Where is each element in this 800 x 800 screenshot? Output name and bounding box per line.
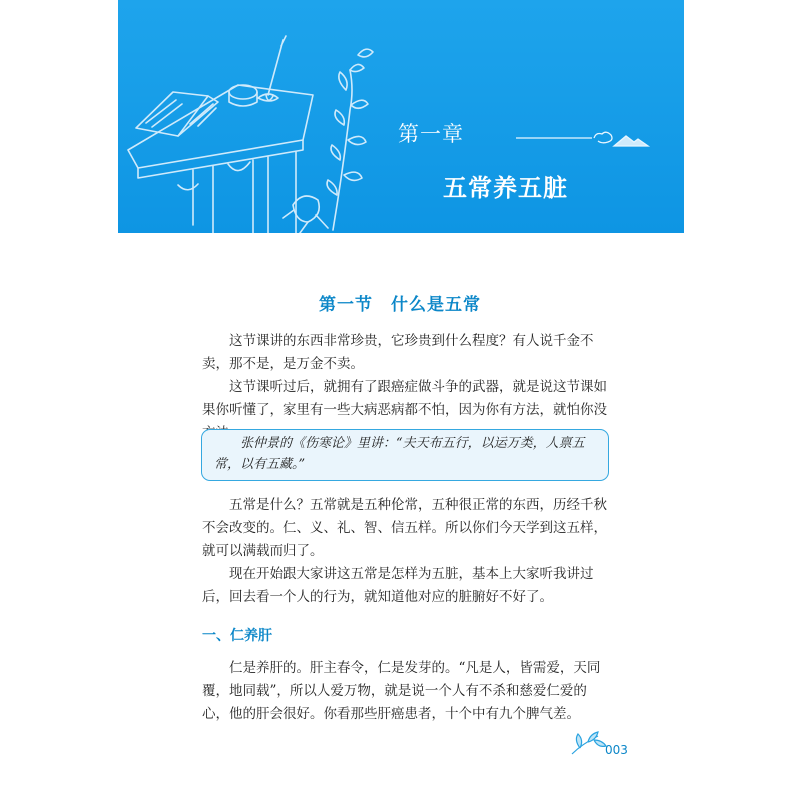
- desk-illustration-icon: [118, 0, 684, 233]
- chapter-title: 五常养五脏: [443, 174, 568, 202]
- paragraph-2: 这节课听过后，就拥有了跟癌症做斗争的武器，就是说这节课如果你听懂了，家里有一些大病恶病都不怕，因为你有方法，就怕你没: [202, 379, 607, 418]
- paragraph-3: 五常是什么？五常就是五种伦常，五种很正常的东西，历经千秋不会改变的。仁、义、礼、智、信五样。所以你们今天学到这五样，就可以满载而归了。: [202, 497, 607, 559]
- cloud-mountain-icon: [516, 128, 656, 158]
- leaf-icon: [568, 730, 608, 756]
- quote-text: 张仲景的《伤寒论》里讲：“夫天布五行，以运万类，人禀五常，以有五藏。”: [214, 436, 585, 472]
- chapter-banner: [118, 0, 684, 233]
- page-number: 003: [605, 743, 628, 757]
- paragraph-4: 现在开始跟大家讲这五常是怎样为五脏，基本上大家听我讲过后，回去看一个人的行为，就知道他对应的脏腑好不好了。: [202, 566, 594, 605]
- section-title: 第一节 什么是五常: [319, 295, 481, 315]
- chapter-label: 第一章: [398, 122, 464, 146]
- sub-heading: 一、仁养肝: [202, 628, 272, 644]
- paragraph-1: 这节课讲的东西非常珍贵，它珍贵到什么程度？有人说千金不卖，那不是，是万金不卖。: [202, 333, 594, 372]
- paragraph-5: 仁是养肝的。肝主春令，仁是发芽的。“凡是人，皆需爱，天同覆，地同载”，所以人爱万物，就是说一个人有不杀和慈爱仁爱的心，他的肝会很好。你看那些肝癌患者，十个中有九个脾气差。: [202, 660, 601, 722]
